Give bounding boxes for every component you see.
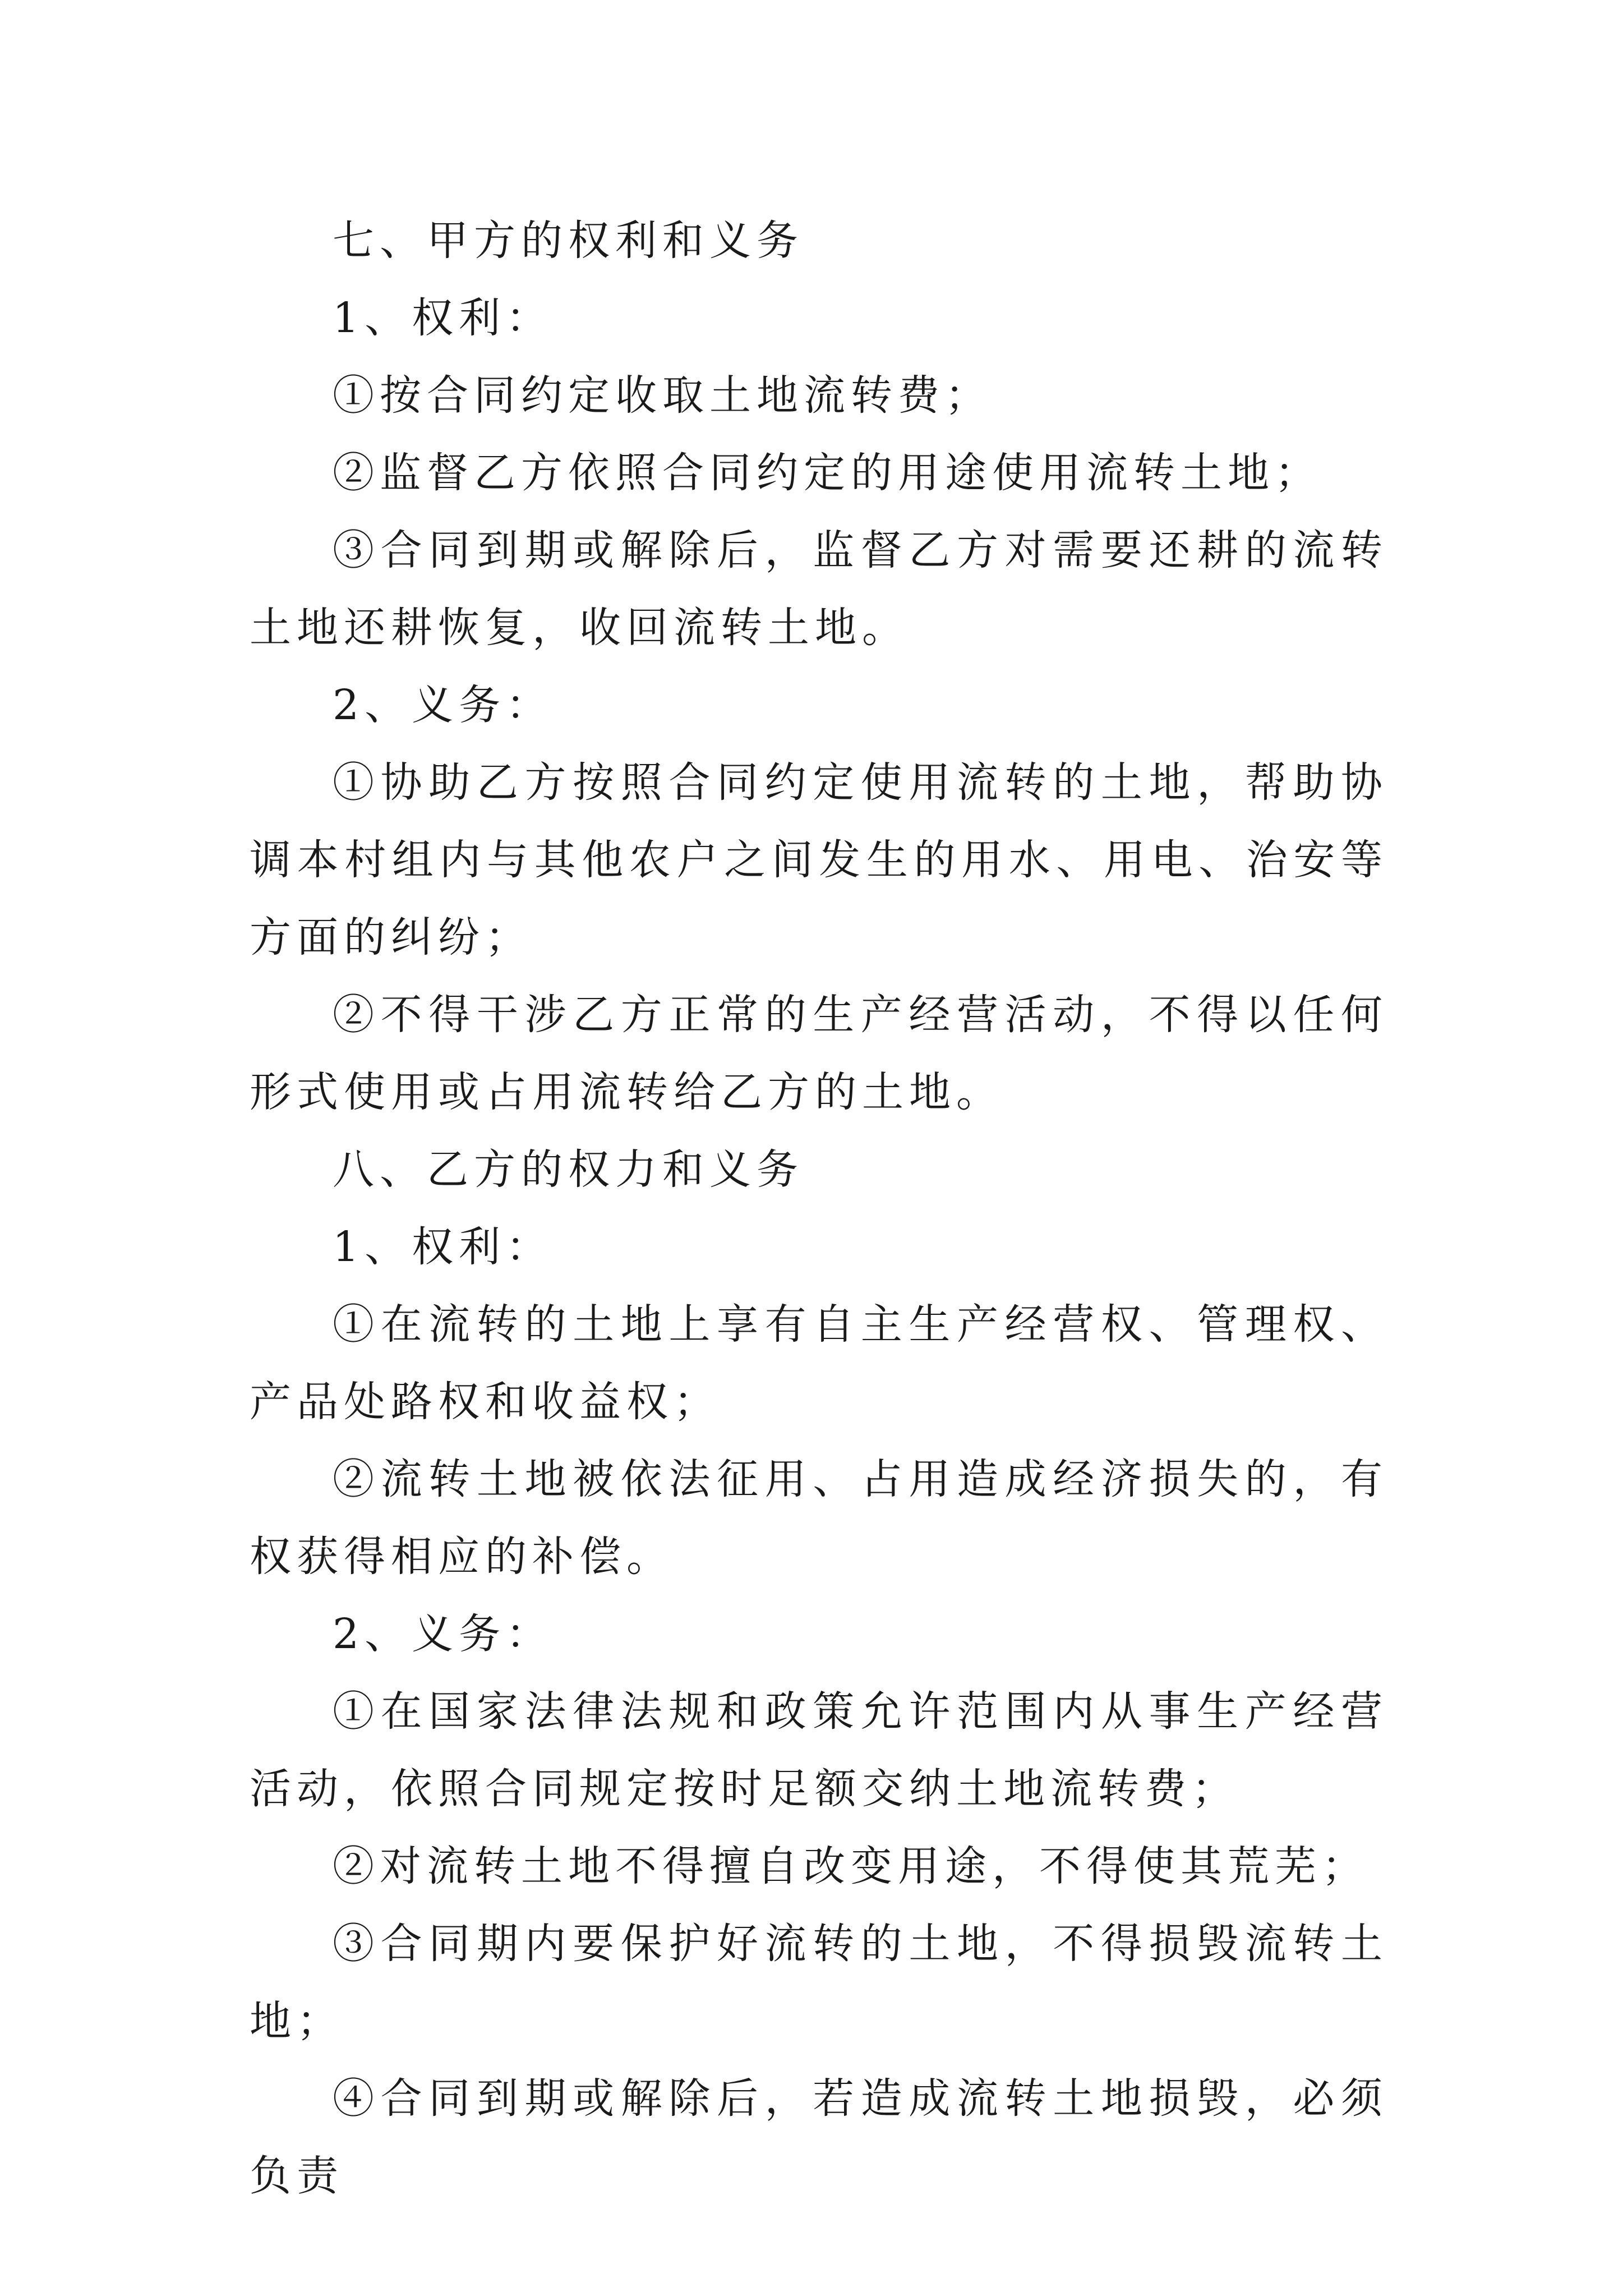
- clause-paragraph: ②监督乙方依照合同约定的用途使用流转土地；: [333, 449, 1322, 497]
- subheading-rights: 1、权利：: [333, 294, 554, 342]
- section-heading-party-b: 八、乙方的权力和义务: [333, 1145, 804, 1194]
- subheading-obligations: 2、义务：: [333, 1610, 554, 1658]
- clause-paragraph: ①按合同约定收取土地流转费；: [333, 371, 992, 420]
- clause-paragraph: ②对流转土地不得擅自改变用途，不得使其荒芜；: [333, 1842, 1369, 1890]
- section-heading-party-a: 七、甲方的权利和义务: [333, 217, 804, 265]
- clause-paragraph: ①协助乙方按照合同约定使用流转的土地，帮助协调本村组内与其他农户之间发生的用水、用电、治安等方面的纠纷；: [250, 758, 1388, 961]
- clause-paragraph: ②不得干涉乙方正常的生产经营活动，不得以任何形式使用或占用流转给乙方的土地。: [250, 991, 1388, 1116]
- clause-paragraph: ③合同期内要保护好流转的土地，不得损毁流转土地；: [250, 1920, 1388, 2045]
- clause-paragraph: ①在流转的土地上享有自主生产经营权、管理权、产品处路权和收益权；: [250, 1300, 1388, 1426]
- clause-paragraph: ①在国家法律法规和政策允许范围内从事生产经营活动，依照合同规定按时足额交纳土地流转费；: [250, 1687, 1388, 1813]
- clause-paragraph: ②流转土地被依法征用、占用造成经济损失的，有权获得相应的补偿。: [250, 1455, 1388, 1581]
- subheading-obligations: 2、义务：: [333, 681, 554, 729]
- subheading-rights: 1、权利：: [333, 1223, 554, 1271]
- clause-paragraph: ④合同到期或解除后，若造成流转土地损毁，必须负责: [250, 2074, 1388, 2200]
- clause-paragraph: ③合同到期或解除后，监督乙方对需要还耕的流转土地还耕恢复，收回流转土地。: [250, 526, 1388, 652]
- document-body: [250, 202, 1388, 2215]
